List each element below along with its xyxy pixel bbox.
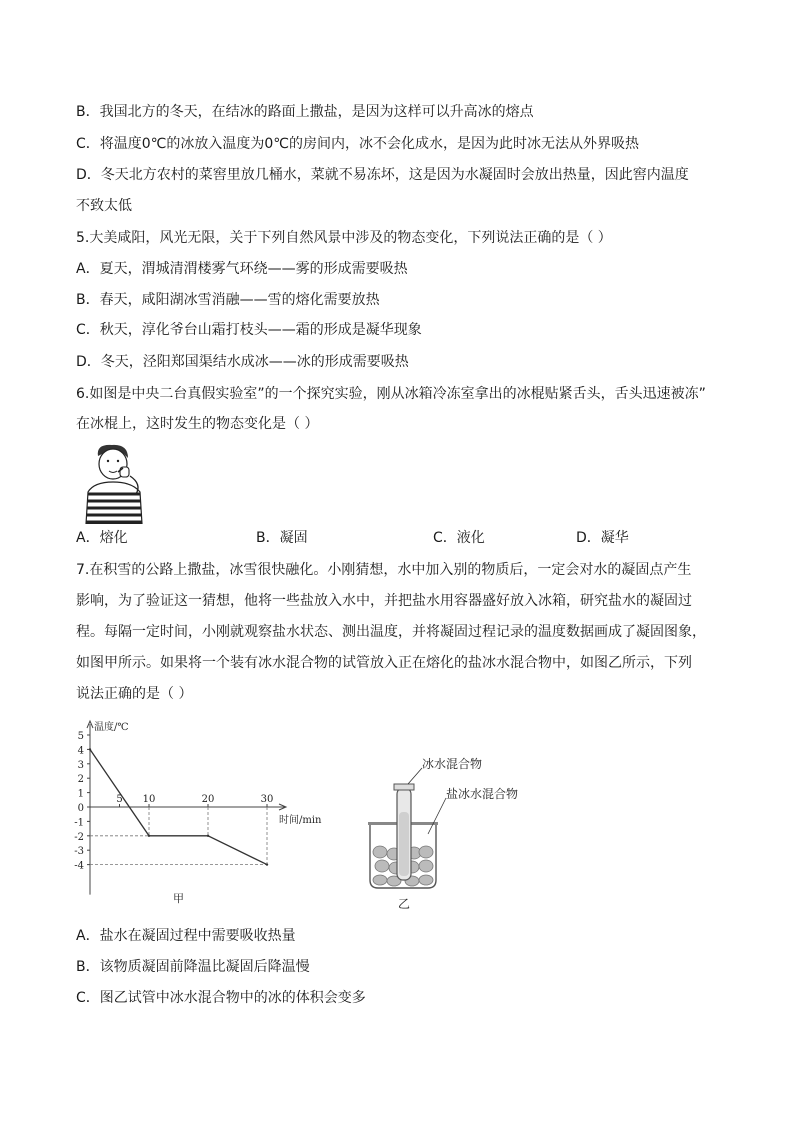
figure-b-caption: 乙 (398, 897, 411, 911)
q4-option-c: C．将温度0℃的冰放入温度为0℃的房间内，冰不会化成水，是因为此时冰无法从外界吸热 (76, 136, 640, 152)
data-point (266, 863, 268, 865)
y-axis-label: 温度/℃ (94, 722, 129, 733)
q7-stem-line4: 如图甲所示。如果将一个装有冰水混合物的试管放入正在熔化的盐冰水混合物中，如图乙所示，下列 (76, 655, 692, 671)
label-beaker: 盐冰水混合物 (446, 787, 519, 801)
q7-stem-line2: 影响，为了验证这一猜想，他将一些盐放入水中，并把盐水用容器盛好放入冰箱，研究盐水的凝固过 (76, 593, 692, 609)
y-tick-label: -4 (74, 860, 84, 872)
x-tick-label: 5 (116, 794, 123, 805)
q6-option-b[interactable]: B．凝固 (256, 530, 308, 546)
y-tick-label: 1 (77, 788, 84, 800)
q6-option-a[interactable]: A．熔化 (76, 530, 128, 546)
label-tube: 冰水混合物 (422, 757, 483, 771)
cooling-curve-chart (72, 718, 332, 908)
y-tick-label: -2 (74, 831, 84, 843)
q7-stem-line5: 说法正确的是（ ） (76, 686, 193, 702)
q4-option-d-cont: 不致太低 (76, 198, 132, 214)
q7-stem-line3: 程。每隔一定时间，小刚就观察盐水状态、测出温度，并将凝固过程记录的温度数据画成了凝固图象， (76, 624, 706, 640)
data-point (89, 748, 91, 750)
q4-option-b: B．我国北方的冬天，在结冰的路面上撒盐，是因为这样可以升高冰的熔点 (76, 104, 534, 120)
q5-option-b: B．春天，咸阳湖冰雪消融——雪的熔化需要放热 (76, 292, 380, 308)
figure-a-caption: 甲 (173, 892, 184, 905)
q7-option-b[interactable]: B．该物质凝固前降温比凝固后降温慢 (76, 959, 310, 975)
y-tick-label: -1 (74, 817, 84, 829)
person-licking-ice-illustration (76, 442, 152, 524)
x-tick-label: 20 (201, 794, 215, 805)
q6-option-d[interactable]: D．凝华 (576, 530, 629, 546)
y-tick-label: 3 (77, 759, 84, 771)
y-tick-label: 5 (77, 731, 84, 742)
y-tick-label: 0 (77, 803, 84, 814)
y-tick-label: 4 (77, 745, 84, 757)
q5-option-c: C．秋天，淳化爷台山霜打枝头——霜的形成是凝华现象 (76, 322, 422, 338)
q6-stem: 6.如图是中央二台真假实验室”的一个探究实验，刚从冰箱冷冻室拿出的冰棍贴紧舌头，舌头迅速被冻” (76, 386, 706, 402)
data-point (148, 835, 150, 837)
q5-stem: 5.大美咸阳，风光无限，关于下列自然风景中涉及的物态变化，下列说法正确的是（ ） (76, 230, 612, 246)
x-axis-label: 时间/min (279, 815, 322, 826)
q4-option-d: D．冬天北方农村的菜窖里放几桶水，菜就不易冻坏，这是因为水凝固时会放出热量，因此窖内温度 (76, 167, 689, 183)
x-tick-label: 30 (260, 794, 274, 805)
y-tick-label: -3 (74, 846, 84, 858)
data-point (207, 835, 209, 837)
q7-option-c[interactable]: C．图乙试管中冰水混合物中的冰的体积会变多 (76, 990, 366, 1006)
q7-stem-line1: 7.在积雪的公路上撒盐，冰雪很快融化。小刚猜想，水中加入别的物质后，一定会对水的凝固点产生 (76, 562, 692, 578)
x-tick-label: 10 (142, 794, 156, 805)
q6-option-c[interactable]: C．液化 (433, 530, 485, 546)
q5-option-a: A．夏天，渭城清渭楼雾气环绕——雾的形成需要吸热 (76, 261, 408, 277)
q6-stem-cont: 在冰棍上，这时发生的物态变化是（ ） (76, 416, 319, 432)
q7-option-a[interactable]: A．盐水在凝固过程中需要吸收热量 (76, 928, 296, 944)
y-tick-label: 2 (77, 774, 84, 786)
beaker-apparatus-figure (360, 752, 540, 912)
q5-option-d: D．冬天，泾阳郑国渠结水成冰——冰的形成需要吸热 (76, 354, 409, 370)
